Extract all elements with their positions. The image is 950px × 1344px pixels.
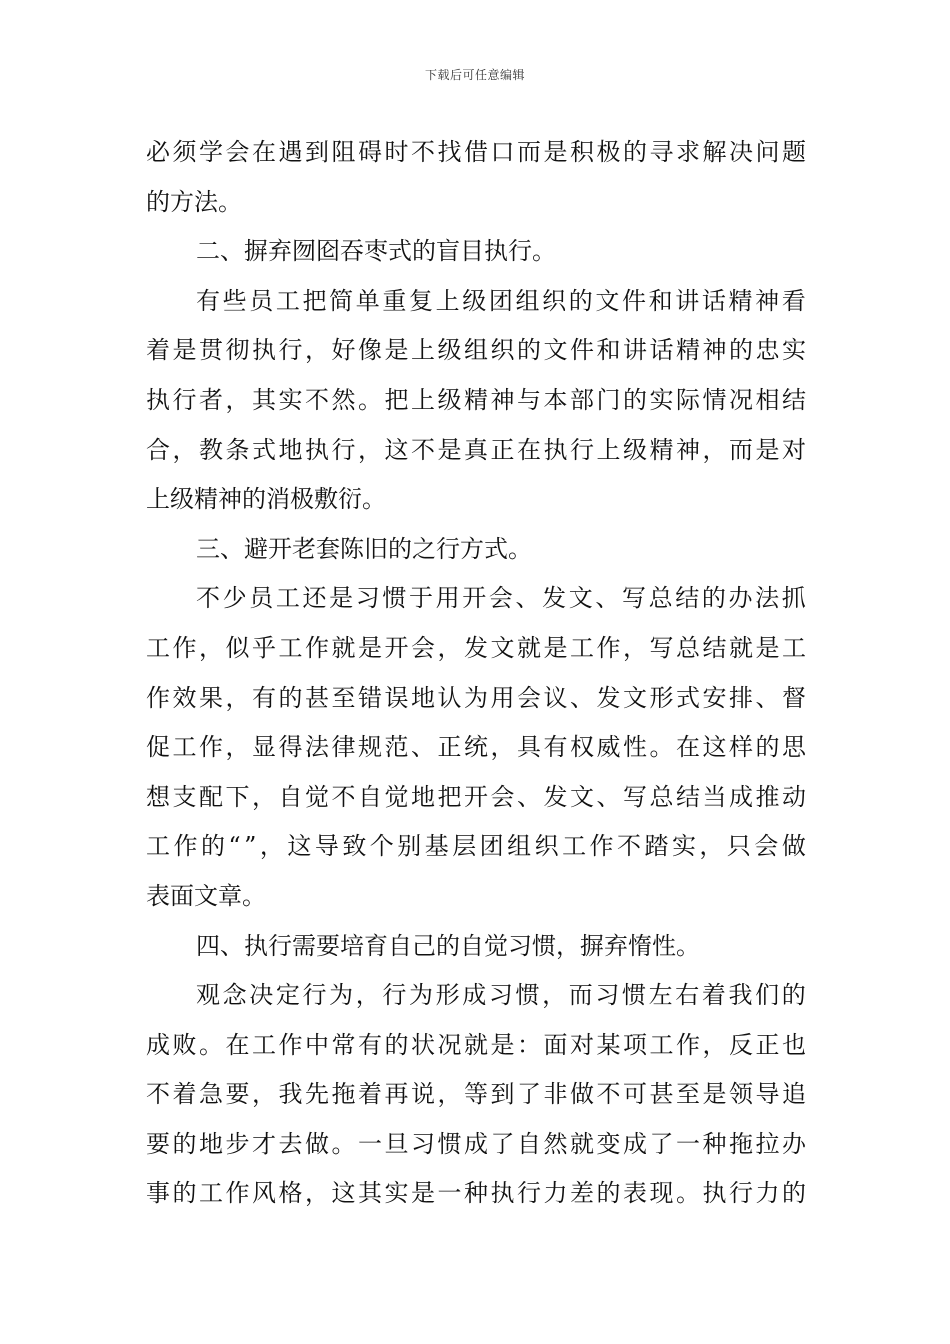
- text-line: 工 作 ， 似 乎 工 作 就 是 开 会 ， 发 文 就 是 工 作 ， 写 总 结 就 是 工: [146, 633, 806, 662]
- text-line: 上级精神的消极敷衍。: [146, 485, 386, 514]
- text-line: 合 ， 教 条 式 地 执 行 ， 这 不 是 真 正 在 执 行 上 级 精 神 ， 而 是 对: [146, 435, 806, 464]
- text-line: 执 行 者 ， 其 实 不 然 。 把 上 级 精 神 与 本 部 门 的 实 际 情 况 相 结: [146, 385, 806, 414]
- text-line: 成 败 。 在 工 作 中 常 有 的 状 况 就 是 ： 面 对 某 项 工 作 ， 反 正 也: [146, 1030, 806, 1059]
- text-line: 四、执行需要培育自己的自觉习惯，摒弃惰性。: [196, 931, 700, 960]
- text-line: 工 作 的 “ ” ， 这 导 致 个 别 基 层 团 组 织 工 作 不 踏 实 ， 只 会 做: [146, 832, 806, 861]
- body-text: [146, 128, 806, 1219]
- text-line: 三、避开老套陈旧的之行方式。: [196, 534, 532, 563]
- text-line: 不 少 员 工 还 是 习 惯 于 用 开 会 、 发 文 、 写 总 结 的 办 法 抓: [196, 584, 806, 613]
- text-line: 不 着 急 要 ， 我 先 拖 着 再 说 ， 等 到 了 非 做 不 可 甚 至 是 领 导 追: [146, 1080, 806, 1109]
- text-line: 促 工 作 ， 显 得 法 律 规 范 、 正 统 ， 具 有 权 威 性 。 在 这 样 的 思: [146, 733, 806, 762]
- text-line: 作 效 果 ， 有 的 甚 至 错 误 地 认 为 用 会 议 、 发 文 形 式 安 排 、 督: [146, 683, 806, 712]
- text-line: 表面文章。: [146, 881, 266, 910]
- text-line: 二、摒弃囫囵吞枣式的盲目执行。: [196, 237, 556, 266]
- text-line: 的方法。: [146, 187, 242, 216]
- text-line: 有 些 员 工 把 简 单 重 复 上 级 团 组 织 的 文 件 和 讲 话 精 神 看: [196, 286, 806, 315]
- text-line: 必 须 学 会 在 遇 到 阻 碍 时 不 找 借 口 而 是 积 极 的 寻 求 解 决 问 题: [146, 138, 806, 166]
- text-line: 观 念 决 定 行 为 ， 行 为 形 成 习 惯 ， 而 习 惯 左 右 着 我 们 的: [196, 981, 806, 1010]
- text-line: 着 是 贯 彻 执 行 ， 好 像 是 上 级 组 织 的 文 件 和 讲 话 精 神 的 忠 实: [146, 336, 806, 365]
- text-line: 要 的 地 步 才 去 做 。 一 旦 习 惯 成 了 自 然 就 变 成 了 一 种 拖 拉 办: [146, 1129, 806, 1158]
- text-line: 事 的 工 作 风 格 ， 这 其 实 是 一 种 执 行 力 差 的 表 现 。 执 行 力 的: [146, 1179, 806, 1208]
- page-header: 下载后可任意编辑: [424, 68, 525, 82]
- text-line: 想 支 配 下 ， 自 觉 不 自 觉 地 把 开 会 、 发 文 、 写 总 结 当 成 推 动: [146, 782, 806, 811]
